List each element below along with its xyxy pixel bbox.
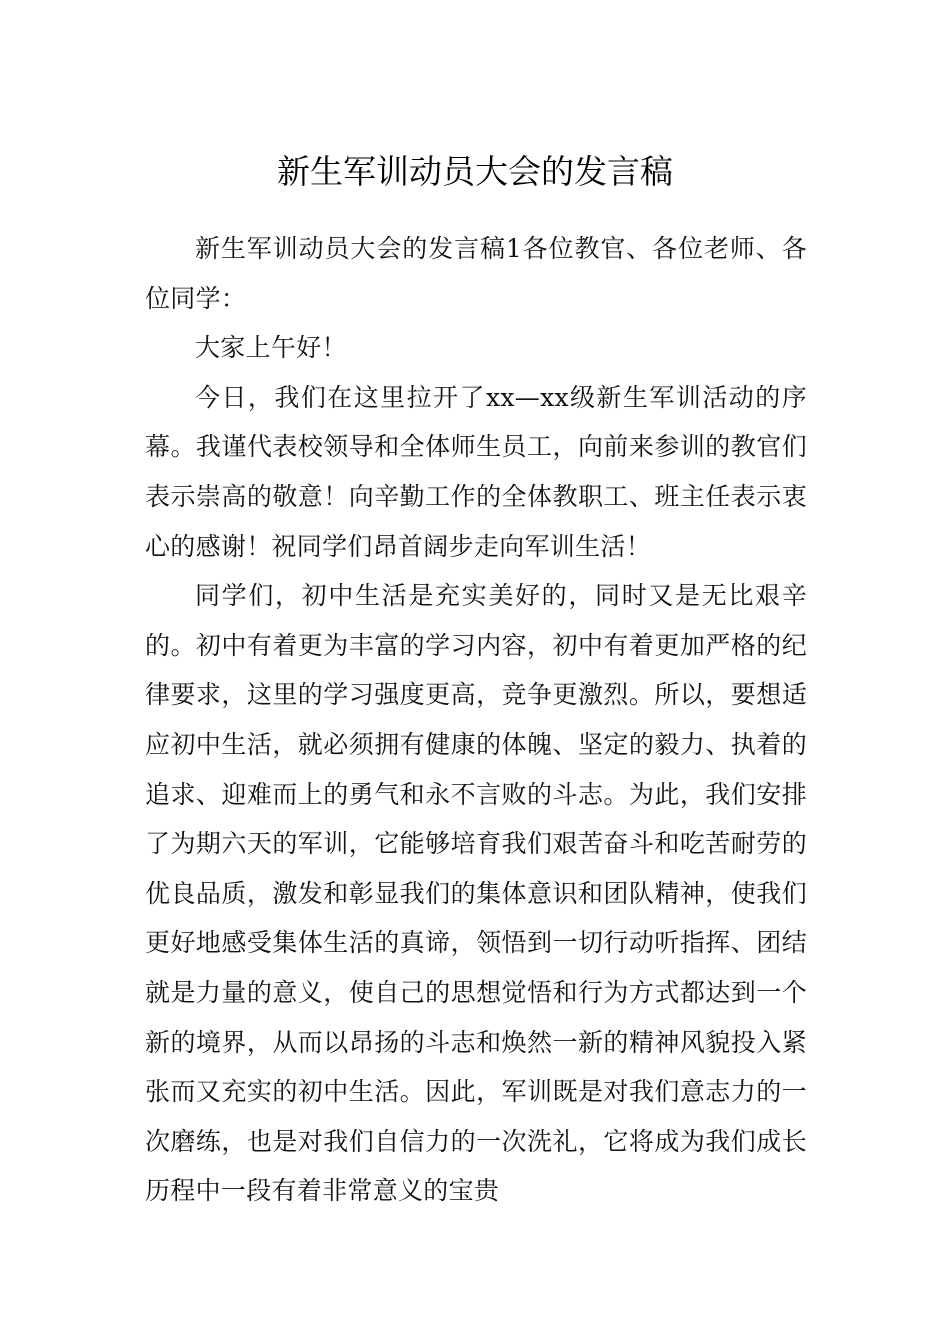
paragraph-greeting: 新生军训动员大会的发言稿1各位教官、各位老师、各位同学： <box>145 234 807 313</box>
document-body <box>145 224 807 1216</box>
paragraph-salutation: 大家上午好！ <box>195 333 347 363</box>
paragraph-opening: 今日，我们在这里拉开了xx—xx级新生军训活动的序幕。我谨代表校领导和全体师生员工，向前来参训的教官们表示崇高的敬意！向辛勤工作的全体教职工、班主任表示衷心的感谢！祝同学们昂首阔步走向军训生活！ <box>145 382 807 561</box>
document-title: 新生军训动员大会的发言稿 <box>277 152 673 192</box>
paragraph-main: 同学们，初中生活是充实美好的，同时又是无比艰辛的。初中有着更为丰富的学习内容，初中有着更加严格的纪律要求，这里的学习强度更高，竞争更激烈。所以，要想适应初中生活，就必须拥有健康的体魄、坚定的毅力、执着的追求、迎难而上的勇气和永不言败的斗志。为此，我们安排了为期六天的军训，它能够培育我们艰苦奋斗和吃苦耐劳的优良品质，激发和彰显我们的集体意识和团队精神，使我们更好地感受集体生活的真谛，领悟到一切行动听指挥、团结就是力量的意义，使自己的思想觉悟和行为方式都达到一个新的境界，从而以昂扬的斗志和焕然一新的精神风貌投入紧张而又充实的初中生活。因此，军训既是对我们意志力的一次磨练，也是对我们自信力的一次洗礼，它将成为我们成长历程中一段有着非常意义的宝贵 <box>145 581 807 1206</box>
